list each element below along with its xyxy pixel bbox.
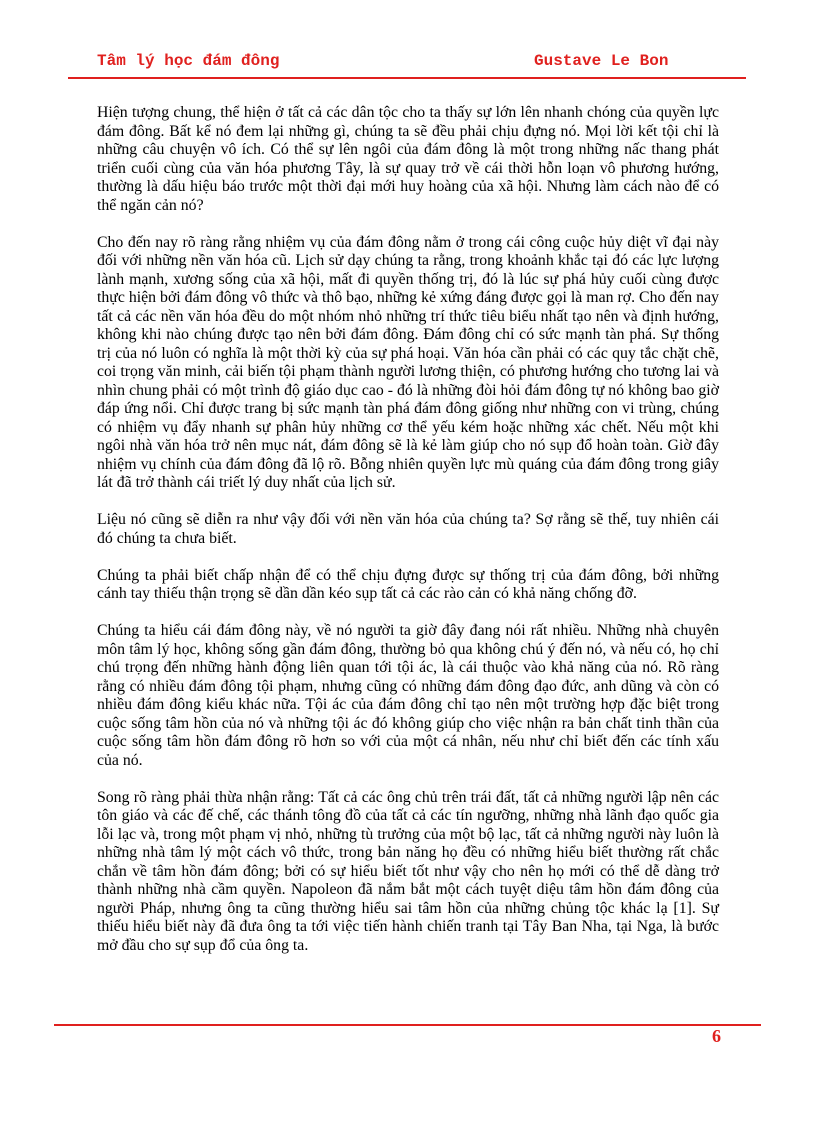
header-rule <box>68 77 746 79</box>
paragraph: Song rõ ràng phải thừa nhận rằng: Tất cả các ông chủ trên trái đất, tất cả những người lập nên các tôn giáo và các đế chế, các thánh tông đồ của tất cả các tín ngưỡng, những nhà lãnh đạo quốc gia lỗi lạc và, trong một phạm vị nhỏ, những tù trưởng của một bộ lạc, tất cả những người này luôn là những nhà tâm lý một cách vô thức, trong bản năng họ đều có những hiểu biết thường rất chắc chắn về tâm hồn đám đông; bởi có sự hiểu biết tốt như vậy cho nên họ mới có thể dễ dàng trở thành những nhà cầm quyền. Napoleon đã nắm bắt một cách tuyệt diệu tâm hồn đám đông của người Pháp, nhưng ông ta cũng thường hiểu sai tâm hồn của những chủng tộc khác lạ [1]. Sự thiếu hiểu biết này đã đưa ông ta tới việc tiến hành chiến tranh tại Tây Ban Nha, tại Nga, là bước mở đầu cho sự sụp đổ của ông ta. <box>97 788 719 954</box>
page-number: 6 <box>712 1026 721 1046</box>
paragraph: Chúng ta phải biết chấp nhận để có thể chịu đựng được sự thống trị của đám đông, bởi những cánh tay thiếu thận trọng sẽ dần dần kéo sụp tất cả các rào cản có khả năng chống đỡ. <box>97 566 719 602</box>
paragraph: Chúng ta hiểu cái đám đông này, về nó người ta giờ đây đang nói rất nhiều. Những nhà chuyên môn tâm lý học, không sống gần đám đông, thường bỏ qua không chú ý đến nó, và nếu có, họ chỉ chú trọng đến những hành động liên quan tới tội ác, là cái thuộc vào khả năng của nó. Rõ ràng rằng có nhiều đám đông tội phạm, nhưng cũng có những đám đông đạo đức, anh dũng và còn có nhiều đám đông kiểu khác nữa. Tội ác của đám đông chỉ tạo nên một trường hợp đặc biệt trong cuộc sống tâm hồn của nó và những tội ác đó không giúp cho việc nhận ra bản chất tinh thần của cuộc sống tâm hồn đám đông rõ hơn so với của một cá nhân, nếu như chỉ biết đến các tính xấu của nó. <box>97 622 719 769</box>
page-body <box>97 104 719 974</box>
running-header-author: Gustave Le Bon <box>534 52 669 70</box>
paragraph: Cho đến nay rõ ràng rằng nhiệm vụ của đám đông nằm ở trong cái công cuộc hủy diệt vĩ đại này đối với những nền văn hóa cũ. Lịch sử dạy chúng ta rằng, trong khoảnh khắc tại đó các lực lượng lành mạnh, xương sống của xã hội, mất đi quyền thống trị, đó là lúc sự phá hủy cuối cùng được thực hiện bởi đám đông vô thức và thô bạo, những kẻ xứng đáng được gọi là man rợ. Cho đến nay tất cả các nền văn hóa đều do một nhóm nhỏ những trí thức tiêu biểu nhất tạo nên và định hướng, không khi nào chúng được tạo nên bởi đám đông. Đám đông chỉ có sức mạnh tàn phá. Sự thống trị của nó luôn có nghĩa là một thời kỳ của sự phá hoại. Văn hóa cần phải có các quy tắc chặt chẽ, coi trọng văn minh, cải biến tội phạm thành người lương thiện, có phương hướng cho tương lai và nhìn chung phải có một trình độ giáo dục cao - đó là những đòi hỏi đám đông tự nó không bao giờ đáp ứng nổi. Chỉ được trang bị sức mạnh tàn phá đám đông giống như những con vi trùng, chúng có nhiệm vụ đẩy nhanh sự phân hủy những cơ thể yếu kém hoặc những xác chết. Nếu một khi ngôi nhà văn hóa trở nên mục nát, đám đông sẽ là kẻ làm giúp cho nó sụp đổ hoàn toàn. Giờ đây nhiệm vụ chính của đám đông đã lộ rõ. Bỗng nhiên quyền lực mù quáng của đám đông trong giây lát đã trở thành cái triết lý duy nhất của lịch sử. <box>97 233 719 491</box>
footer-rule <box>54 1024 761 1026</box>
paragraph: Hiện tượng chung, thể hiện ở tất cả các dân tộc cho ta thấy sự lớn lên nhanh chóng của quyền lực đám đông. Bất kể nó đem lại những gì, chúng ta sẽ đều phải chịu đựng nó. Mọi lời kết tội chỉ là những câu chuyện vô ích. Có thể sự lên ngôi của đám đông là một trong những nấc thang phát triển cuối cùng của văn hóa phương Tây, là sự quay trở về cái thời hỗn loạn vô phương hướng, thường là dấu hiệu báo trước một thời đại mới huy hoàng của xã hội. Nhưng làm cách nào để có thể ngăn cản nó? <box>97 104 719 214</box>
paragraph: Liệu nó cũng sẽ diễn ra như vậy đối với nền văn hóa của chúng ta? Sợ rằng sẽ thế, tuy nhiên cái đó chúng ta chưa biết. <box>97 511 719 547</box>
running-header-title: Tâm lý học đám đông <box>97 52 280 70</box>
